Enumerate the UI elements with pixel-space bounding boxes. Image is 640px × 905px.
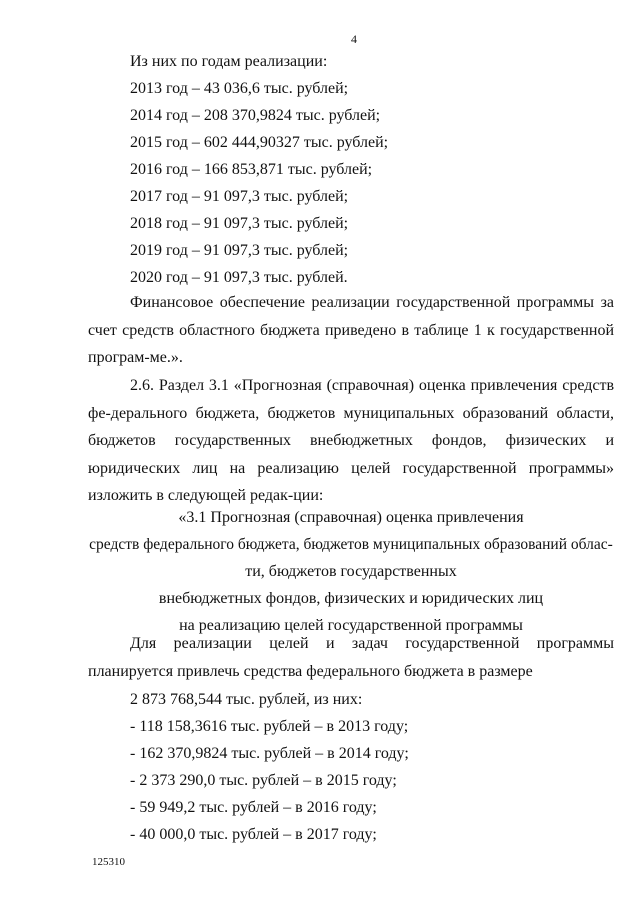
year-line: 2013 год – 43 036,6 тыс. рублей; — [130, 80, 349, 97]
year-line: 2014 год – 208 370,9824 тыс. рублей; — [130, 107, 381, 124]
year-line: 2020 год – 91 097,3 тыс. рублей. — [130, 269, 348, 286]
item-line: - 59 949,2 тыс. рублей – в 2016 году; — [130, 799, 377, 816]
heading-line: внебюджетных фондов, физических и юридических лиц — [158, 590, 544, 607]
item-line: - 40 000,0 тыс. рублей – в 2017 году; — [130, 826, 377, 843]
heading-line: средств федерального бюджета, бюджетов муниципальных образований облас- — [89, 536, 613, 553]
paragraph-financing: Финансовое обеспечение реализации государственной программы за счет средств областного бюджета приведено в таблице 1 к государственной програм-ме.». — [88, 294, 614, 366]
year-line: 2019 год – 91 097,3 тыс. рублей; — [130, 242, 349, 259]
item-line: - 2 373 290,0 тыс. рублей – в 2015 году; — [130, 772, 397, 789]
year-line: 2017 год – 91 097,3 тыс. рублей; — [130, 188, 349, 205]
paragraph-section-2-6: 2.6. Раздел 3.1 «Прогнозная (справочная) оценка привлечения средств фе-дерального бюджета, бюджетов муниципальных образований области, бюджетов государственных внебюджетных фондов, физических и юридических лиц на реализацию целей государственной программы» изложить в следующей редак-ции: — [88, 377, 614, 504]
years-intro: Из них по годам реализации: — [130, 53, 328, 70]
item-line: - 118 158,3616 тыс. рублей – в 2013 году; — [130, 718, 409, 735]
paragraph-plan: Для реализации целей и задач государственной программы планируется привлечь средства федерального бюджета в размере — [88, 635, 614, 680]
footer-code: 125310 — [92, 856, 125, 868]
year-line: 2018 год – 91 097,3 тыс. рублей; — [130, 215, 349, 232]
year-line: 2016 год – 166 853,871 тыс. рублей; — [130, 161, 373, 178]
year-line: 2015 год – 602 444,90327 тыс. рублей; — [130, 134, 389, 151]
heading-line: на реализацию целей государственной программы — [179, 617, 523, 634]
heading-line: «3.1 Прогнозная (справочная) оценка привлечения — [178, 509, 524, 526]
item-line: - 162 370,9824 тыс. рублей – в 2014 году; — [130, 745, 409, 762]
page-number: 4 — [351, 32, 357, 46]
heading-line: ти, бюджетов государственных — [245, 563, 457, 580]
total-line: 2 873 768,544 тыс. рублей, из них: — [130, 691, 363, 708]
